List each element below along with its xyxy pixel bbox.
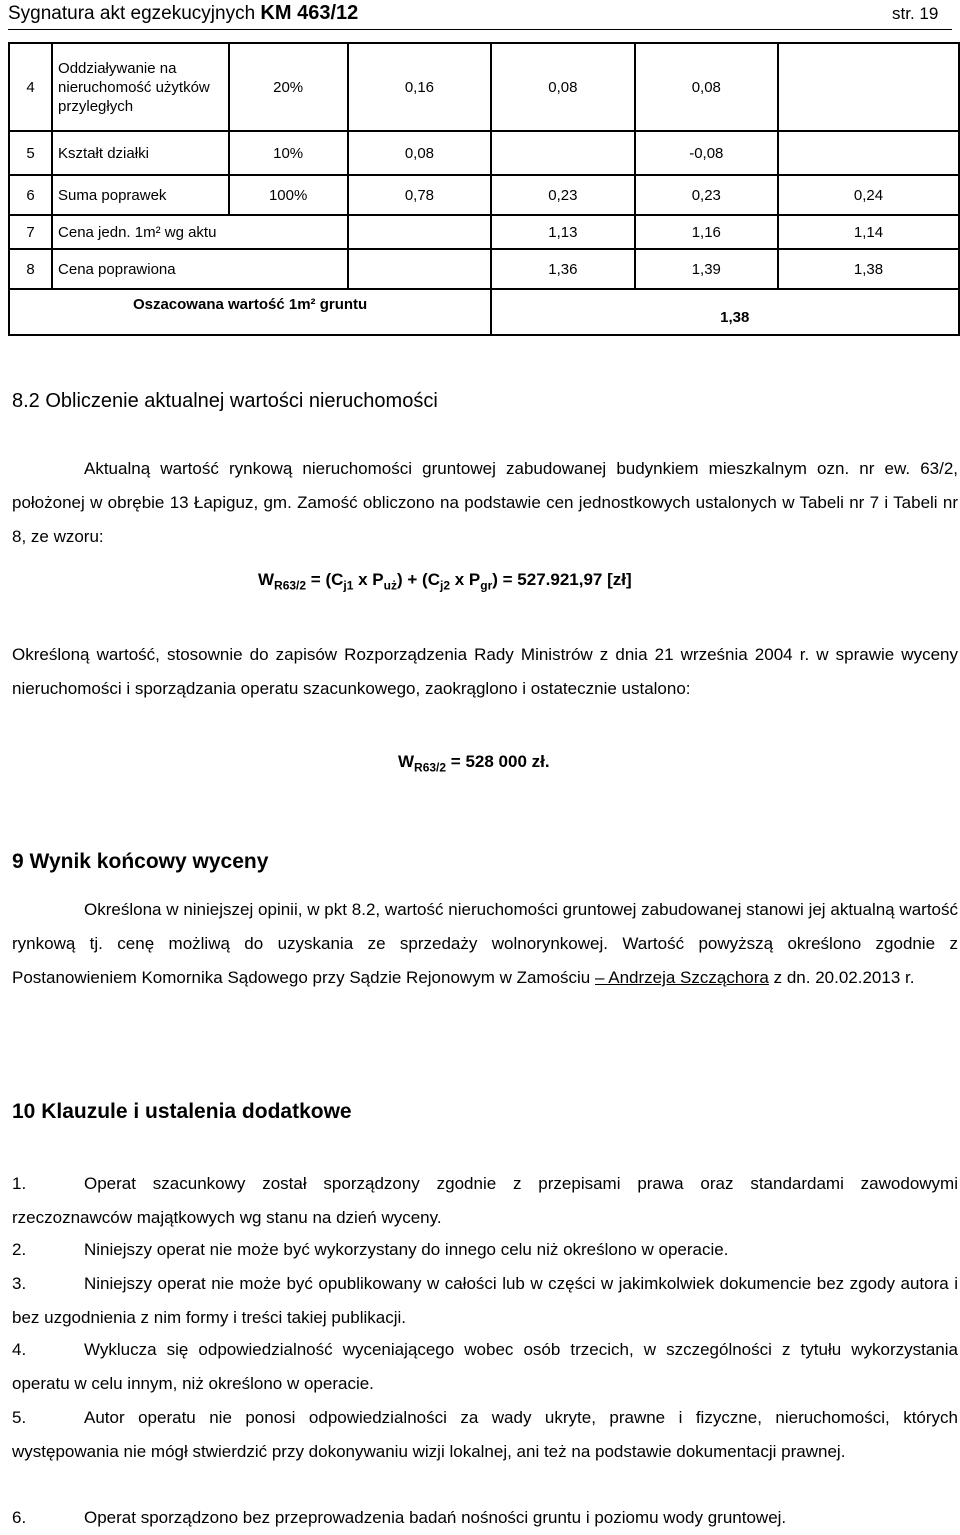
row-number: 7 xyxy=(9,215,52,249)
section-10-heading: 10 Klauzule i ustalenia dodatkowe xyxy=(12,1100,352,1123)
row-weight: 100% xyxy=(229,175,348,215)
summary-label: Oszacowana wartość 1m² gruntu xyxy=(9,289,491,335)
list-item xyxy=(12,1333,958,1401)
row-value: 1,38 xyxy=(778,249,959,289)
header-divider xyxy=(8,29,952,30)
row-value: 0,24 xyxy=(778,175,959,215)
formula-part: ) + (C xyxy=(397,570,440,589)
result-text: Określona w niniejszej opinii, w pkt 8.2, wartość nieruchomości gruntowej zabudowanej stanowi jej aktualną wartość rynkową tj. cenę możliwą do uzyskania ze sprzedaży wolnorynkowej. Wartość powyższą określono zgodnie z Postanowieniem Komornika Sądowego przy Sądzie Rejonowym w Zamościu xyxy=(12,900,958,987)
table-row xyxy=(9,175,959,215)
row-value: 1,39 xyxy=(635,249,778,289)
item-number: 2. xyxy=(12,1240,27,1259)
row-value: 0,16 xyxy=(348,43,491,131)
case-signature xyxy=(8,2,358,25)
final-value: = 528 000 zł. xyxy=(446,752,550,771)
formula-subscript: j2 xyxy=(439,578,450,593)
table-row xyxy=(9,43,959,131)
row-value: 0,78 xyxy=(348,175,491,215)
list-item xyxy=(12,1167,958,1235)
item-text: Niniejszy operat nie może być wykorzystany do innego celu niż określono w operacie. xyxy=(84,1240,729,1259)
item-number: 4. xyxy=(12,1340,27,1359)
row-value: 0,08 xyxy=(348,131,491,175)
section-9-heading: 9 Wynik końcowy wyceny xyxy=(12,850,269,873)
formula-result: ) = 527.921,97 [zł] xyxy=(492,570,632,589)
formula-symbol: W xyxy=(258,570,275,589)
list-item xyxy=(12,1401,958,1469)
item-text: Wyklucza się odpowiedzialność wyceniającego wobec osób trzecich, w szczególności z tytułu wykorzystania operatu w celu innym, niż określono w operacie. xyxy=(12,1340,958,1393)
signature-label: Sygnatura akt egzekucyjnych xyxy=(8,3,256,24)
row-weight: 20% xyxy=(229,43,348,131)
row-weight: 10% xyxy=(229,131,348,175)
list-item xyxy=(12,1267,958,1335)
item-text: Niniejszy operat nie może być opublikowany w całości lub w części w jakimkolwiek dokumencie bez zgody autora i bez uzgodnienia z nim formy i treści takiej publikacji. xyxy=(12,1274,958,1327)
section-8-2-heading: 8.2 Obliczenie aktualnej wartości nieruchomości xyxy=(12,390,438,412)
table-row xyxy=(9,131,959,175)
section-8-2-paragraph: Aktualną wartość rynkową nieruchomości gruntowej zabudowanej budynkiem mieszkalnym ozn. nr ew. 63/2, położonej w obrębie 13 Łapiguz, gm. Zamość obliczono na podstawie cen jednostkowych ustalonych w Tabeli nr 7 i Tabeli nr 8, ze wzoru: xyxy=(12,459,958,546)
formula-subscript: gr xyxy=(480,578,493,593)
summary-row xyxy=(9,289,959,335)
result-date: z dn. 20.02.2013 r. xyxy=(768,968,915,987)
row-value xyxy=(778,43,959,131)
final-value-formula xyxy=(398,752,550,774)
formula-part: x P xyxy=(450,570,481,589)
row-number: 4 xyxy=(9,43,52,131)
summary-value: 1,38 xyxy=(491,289,959,335)
calculation-formula xyxy=(258,570,632,592)
row-label: Oddziaływanie na nieruchomość użytków przyległych xyxy=(52,43,229,131)
row-value: 0,08 xyxy=(491,43,634,131)
row-value xyxy=(348,249,491,289)
section-9-paragraph xyxy=(12,893,958,995)
item-text: Operat szacunkowy został sporządzony zgodnie z przepisami prawa oraz standardami zawodowymi rzeczoznawców majątkowych wg stanu na dzień wyceny. xyxy=(12,1174,958,1227)
item-number: 6. xyxy=(12,1508,27,1527)
row-label: Cena jedn. 1m² wg aktu xyxy=(52,215,348,249)
rounding-paragraph: Określoną wartość, stosownie do zapisów Rozporządzenia Rady Ministrów z dnia 21 września 2004 r. w sprawie wyceny nieruchomości i sporządzania operatu szacunkowego, zaokrąglono i ostatecznie ustalono: xyxy=(12,645,958,698)
row-value: 0,08 xyxy=(635,43,778,131)
table-row xyxy=(9,215,959,249)
page-number: str. 19 xyxy=(892,4,939,23)
row-label: Kształt działki xyxy=(52,131,229,175)
formula-subscript: R63/2 xyxy=(414,760,447,775)
page-header xyxy=(0,0,960,30)
row-label: Cena poprawiona xyxy=(52,249,348,289)
list-item xyxy=(12,1233,958,1267)
bailiff-name: – Andrzeja Szcząchora xyxy=(595,968,769,987)
row-number: 5 xyxy=(9,131,52,175)
row-value: 1,13 xyxy=(491,215,634,249)
row-value: 0,23 xyxy=(491,175,634,215)
item-number: 1. xyxy=(12,1174,27,1193)
item-number: 5. xyxy=(12,1408,27,1427)
row-value xyxy=(491,131,634,175)
formula-part: x P xyxy=(353,570,384,589)
formula-subscript: j1 xyxy=(343,578,354,593)
formula-subscript: R63/2 xyxy=(274,578,307,593)
row-value: -0,08 xyxy=(635,131,778,175)
row-value: 1,14 xyxy=(778,215,959,249)
table-row xyxy=(9,249,959,289)
row-value: 0,23 xyxy=(635,175,778,215)
formula-subscript: uż xyxy=(383,578,397,593)
row-number: 6 xyxy=(9,175,52,215)
formula-symbol: W xyxy=(398,752,415,771)
row-value: 1,16 xyxy=(635,215,778,249)
formula-part: = (C xyxy=(306,570,344,589)
row-label: Suma poprawek xyxy=(52,175,229,215)
row-value: 1,36 xyxy=(491,249,634,289)
item-number: 3. xyxy=(12,1274,27,1293)
item-text: Operat sporządzono bez przeprowadzenia badań nośności gruntu i poziomu wody gruntowej. xyxy=(84,1508,787,1527)
row-number: 8 xyxy=(9,249,52,289)
row-value xyxy=(778,131,959,175)
valuation-table xyxy=(8,42,960,336)
case-number: KM 463/12 xyxy=(260,2,359,24)
item-text: Autor operatu nie ponosi odpowiedzialności za wady ukryte, prawne i fizyczne, nieruchomości, których występowania nie mógł stwierdzić przy dokonywaniu wizji lokalnej, ani też na podstawie dokumentacji prawnej. xyxy=(12,1408,958,1461)
row-value xyxy=(348,215,491,249)
